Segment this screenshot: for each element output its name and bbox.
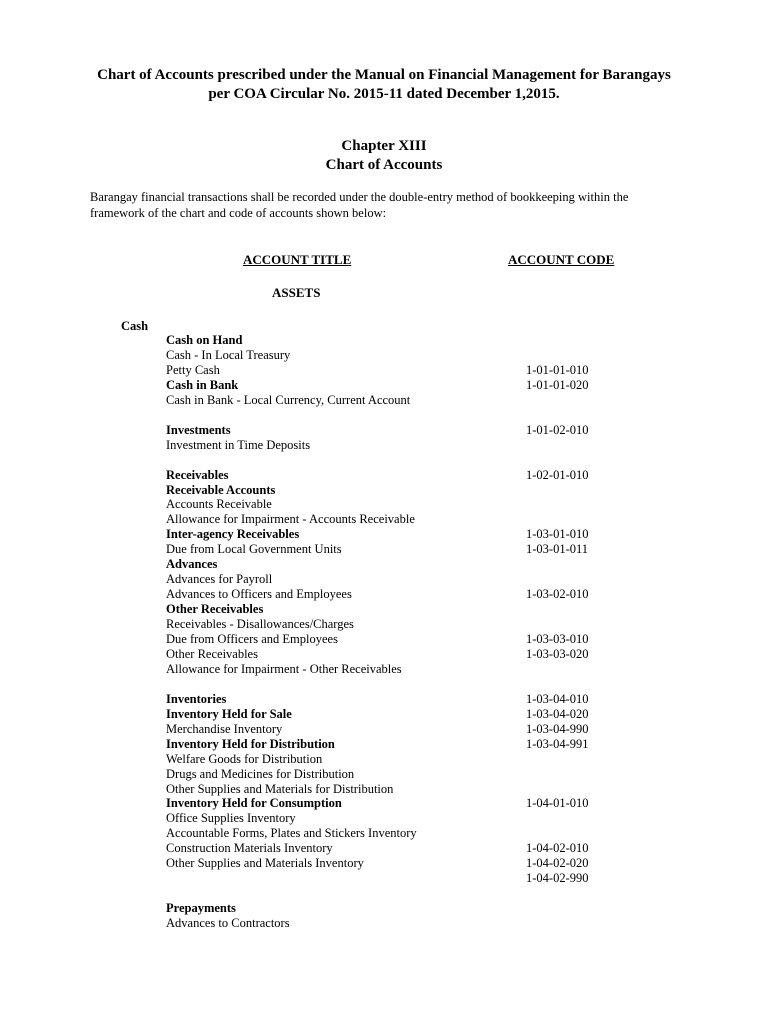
- account-row: [166, 662, 606, 677]
- account-code: 1-03-04-010: [526, 691, 589, 706]
- account-code: 1-04-02-010: [526, 841, 589, 856]
- column-header-account-title: ACCOUNT TITLE: [243, 252, 352, 267]
- account-title: Construction Materials Inventory: [166, 841, 333, 856]
- chapter-number: Chapter XIII: [341, 138, 427, 154]
- account-code: 1-01-01-020: [526, 377, 589, 392]
- account-heading-row: [166, 602, 606, 617]
- account-title: Inter-agency Receivables: [166, 527, 300, 542]
- account-code: 1-03-01-010: [526, 527, 589, 542]
- account-code: 1-03-01-011: [526, 542, 589, 557]
- account-heading-row: [166, 423, 606, 438]
- account-row: [166, 453, 606, 468]
- account-row: [166, 363, 606, 378]
- account-row: [166, 752, 606, 767]
- account-code: 1-01-01-010: [526, 362, 589, 377]
- account-title: Cash in Bank - Local Currency, Current Account: [166, 392, 411, 407]
- account-title: Other Supplies and Materials for Distribution: [166, 781, 394, 796]
- account-row: [166, 438, 606, 453]
- account-heading-row: [166, 483, 606, 498]
- account-row: [166, 782, 606, 797]
- account-heading-row: [166, 737, 606, 752]
- account-heading-row: [166, 527, 606, 542]
- account-row: [166, 348, 606, 363]
- account-code: 1-03-04-990: [526, 721, 589, 736]
- account-title: Welfare Goods for Distribution: [166, 751, 323, 766]
- account-code: 1-01-02-010: [526, 422, 589, 437]
- account-title: Petty Cash: [166, 362, 220, 377]
- account-title: Allowance for Impairment - Other Receivables: [166, 661, 402, 676]
- account-title: Drugs and Medicines for Distribution: [166, 766, 355, 781]
- account-heading-row: [166, 468, 606, 483]
- intro-line-2: framework of the chart and code of accounts shown below:: [90, 206, 387, 220]
- account-title: Other Supplies and Materials Inventory: [166, 856, 364, 871]
- account-row: [166, 497, 606, 512]
- account-title: Inventories: [166, 691, 227, 706]
- account-heading-row: [166, 901, 606, 916]
- account-title: Other Receivables: [166, 646, 258, 661]
- account-title: Prepayments: [166, 901, 236, 916]
- account-row: [166, 916, 606, 931]
- account-row: [166, 811, 606, 826]
- account-row: [166, 722, 606, 737]
- account-title: Inventory Held for Consumption: [166, 796, 342, 811]
- document-title-line-2: per COA Circular No. 2015-11 dated December 1,2015.: [208, 86, 560, 102]
- account-heading-row: [166, 378, 606, 393]
- intro-line-1: Barangay financial transactions shall be recorded under the double-entry method of bookkeeping within the: [90, 190, 629, 204]
- group-heading-cash: Cash: [121, 319, 149, 333]
- account-row: [166, 856, 606, 871]
- account-title: Cash - In Local Treasury: [166, 347, 291, 362]
- section-heading-assets: ASSETS: [272, 285, 321, 300]
- account-title: Accountable Forms, Plates and Stickers Inventory: [166, 826, 417, 841]
- account-code: 1-04-02-020: [526, 856, 589, 871]
- account-code: 1-02-01-010: [526, 467, 589, 482]
- account-row: [166, 871, 606, 886]
- account-code: 1-03-04-991: [526, 736, 589, 751]
- account-title: Advances: [166, 557, 218, 572]
- account-title: Receivable Accounts: [166, 482, 276, 497]
- account-row: [166, 886, 606, 901]
- account-row: [166, 408, 606, 423]
- account-heading-row: [166, 333, 606, 348]
- account-title: Allowance for Impairment - Accounts Receivable: [166, 512, 415, 527]
- account-title: Advances to Contractors: [166, 916, 290, 931]
- account-title: Receivables - Disallowances/Charges: [166, 617, 354, 632]
- account-title: Due from Officers and Employees: [166, 632, 338, 646]
- account-title: Advances for Payroll: [166, 572, 273, 587]
- account-title: Cash on Hand: [166, 333, 243, 347]
- account-code: 1-03-02-010: [526, 587, 589, 602]
- account-title: Investments: [166, 422, 231, 437]
- account-code: 1-04-02-990: [526, 871, 589, 886]
- account-heading-row: [166, 692, 606, 707]
- account-title: Cash in Bank: [166, 377, 239, 392]
- account-heading-row: [166, 796, 606, 811]
- account-code: 1-04-01-010: [526, 796, 589, 811]
- account-title: Merchandise Inventory: [166, 721, 283, 736]
- account-row: [166, 617, 606, 632]
- account-title: Office Supplies Inventory: [166, 811, 296, 826]
- account-title: Due from Local Government Units: [166, 542, 342, 557]
- account-row: [166, 587, 606, 602]
- account-row: [166, 767, 606, 782]
- account-row: [166, 841, 606, 856]
- account-row: [166, 677, 606, 692]
- account-heading-row: [166, 557, 606, 572]
- column-header-account-code: ACCOUNT CODE: [508, 252, 615, 267]
- account-row: [166, 647, 606, 662]
- account-code: 1-03-03-010: [526, 632, 589, 646]
- account-title: Receivables: [166, 467, 229, 482]
- account-title: Inventory Held for Sale: [166, 706, 292, 721]
- account-row: [166, 393, 606, 408]
- account-title: Inventory Held for Distribution: [166, 736, 335, 751]
- account-title: Accounts Receivable: [166, 497, 272, 512]
- account-row: [166, 826, 606, 841]
- account-row: [166, 542, 606, 557]
- account-row: [166, 572, 606, 587]
- account-title: Other Receivables: [166, 602, 264, 617]
- account-code: 1-03-04-020: [526, 706, 589, 721]
- account-title: Investment in Time Deposits: [166, 437, 311, 452]
- document-title-line-1: Chart of Accounts prescribed under the Manual on Financial Management for Barangays: [97, 67, 671, 83]
- chapter-title: Chart of Accounts: [325, 157, 443, 173]
- account-row: [166, 512, 606, 527]
- account-heading-row: [166, 707, 606, 722]
- account-title: Advances to Officers and Employees: [166, 587, 352, 602]
- account-row: [166, 632, 606, 647]
- account-code: 1-03-03-020: [526, 646, 589, 661]
